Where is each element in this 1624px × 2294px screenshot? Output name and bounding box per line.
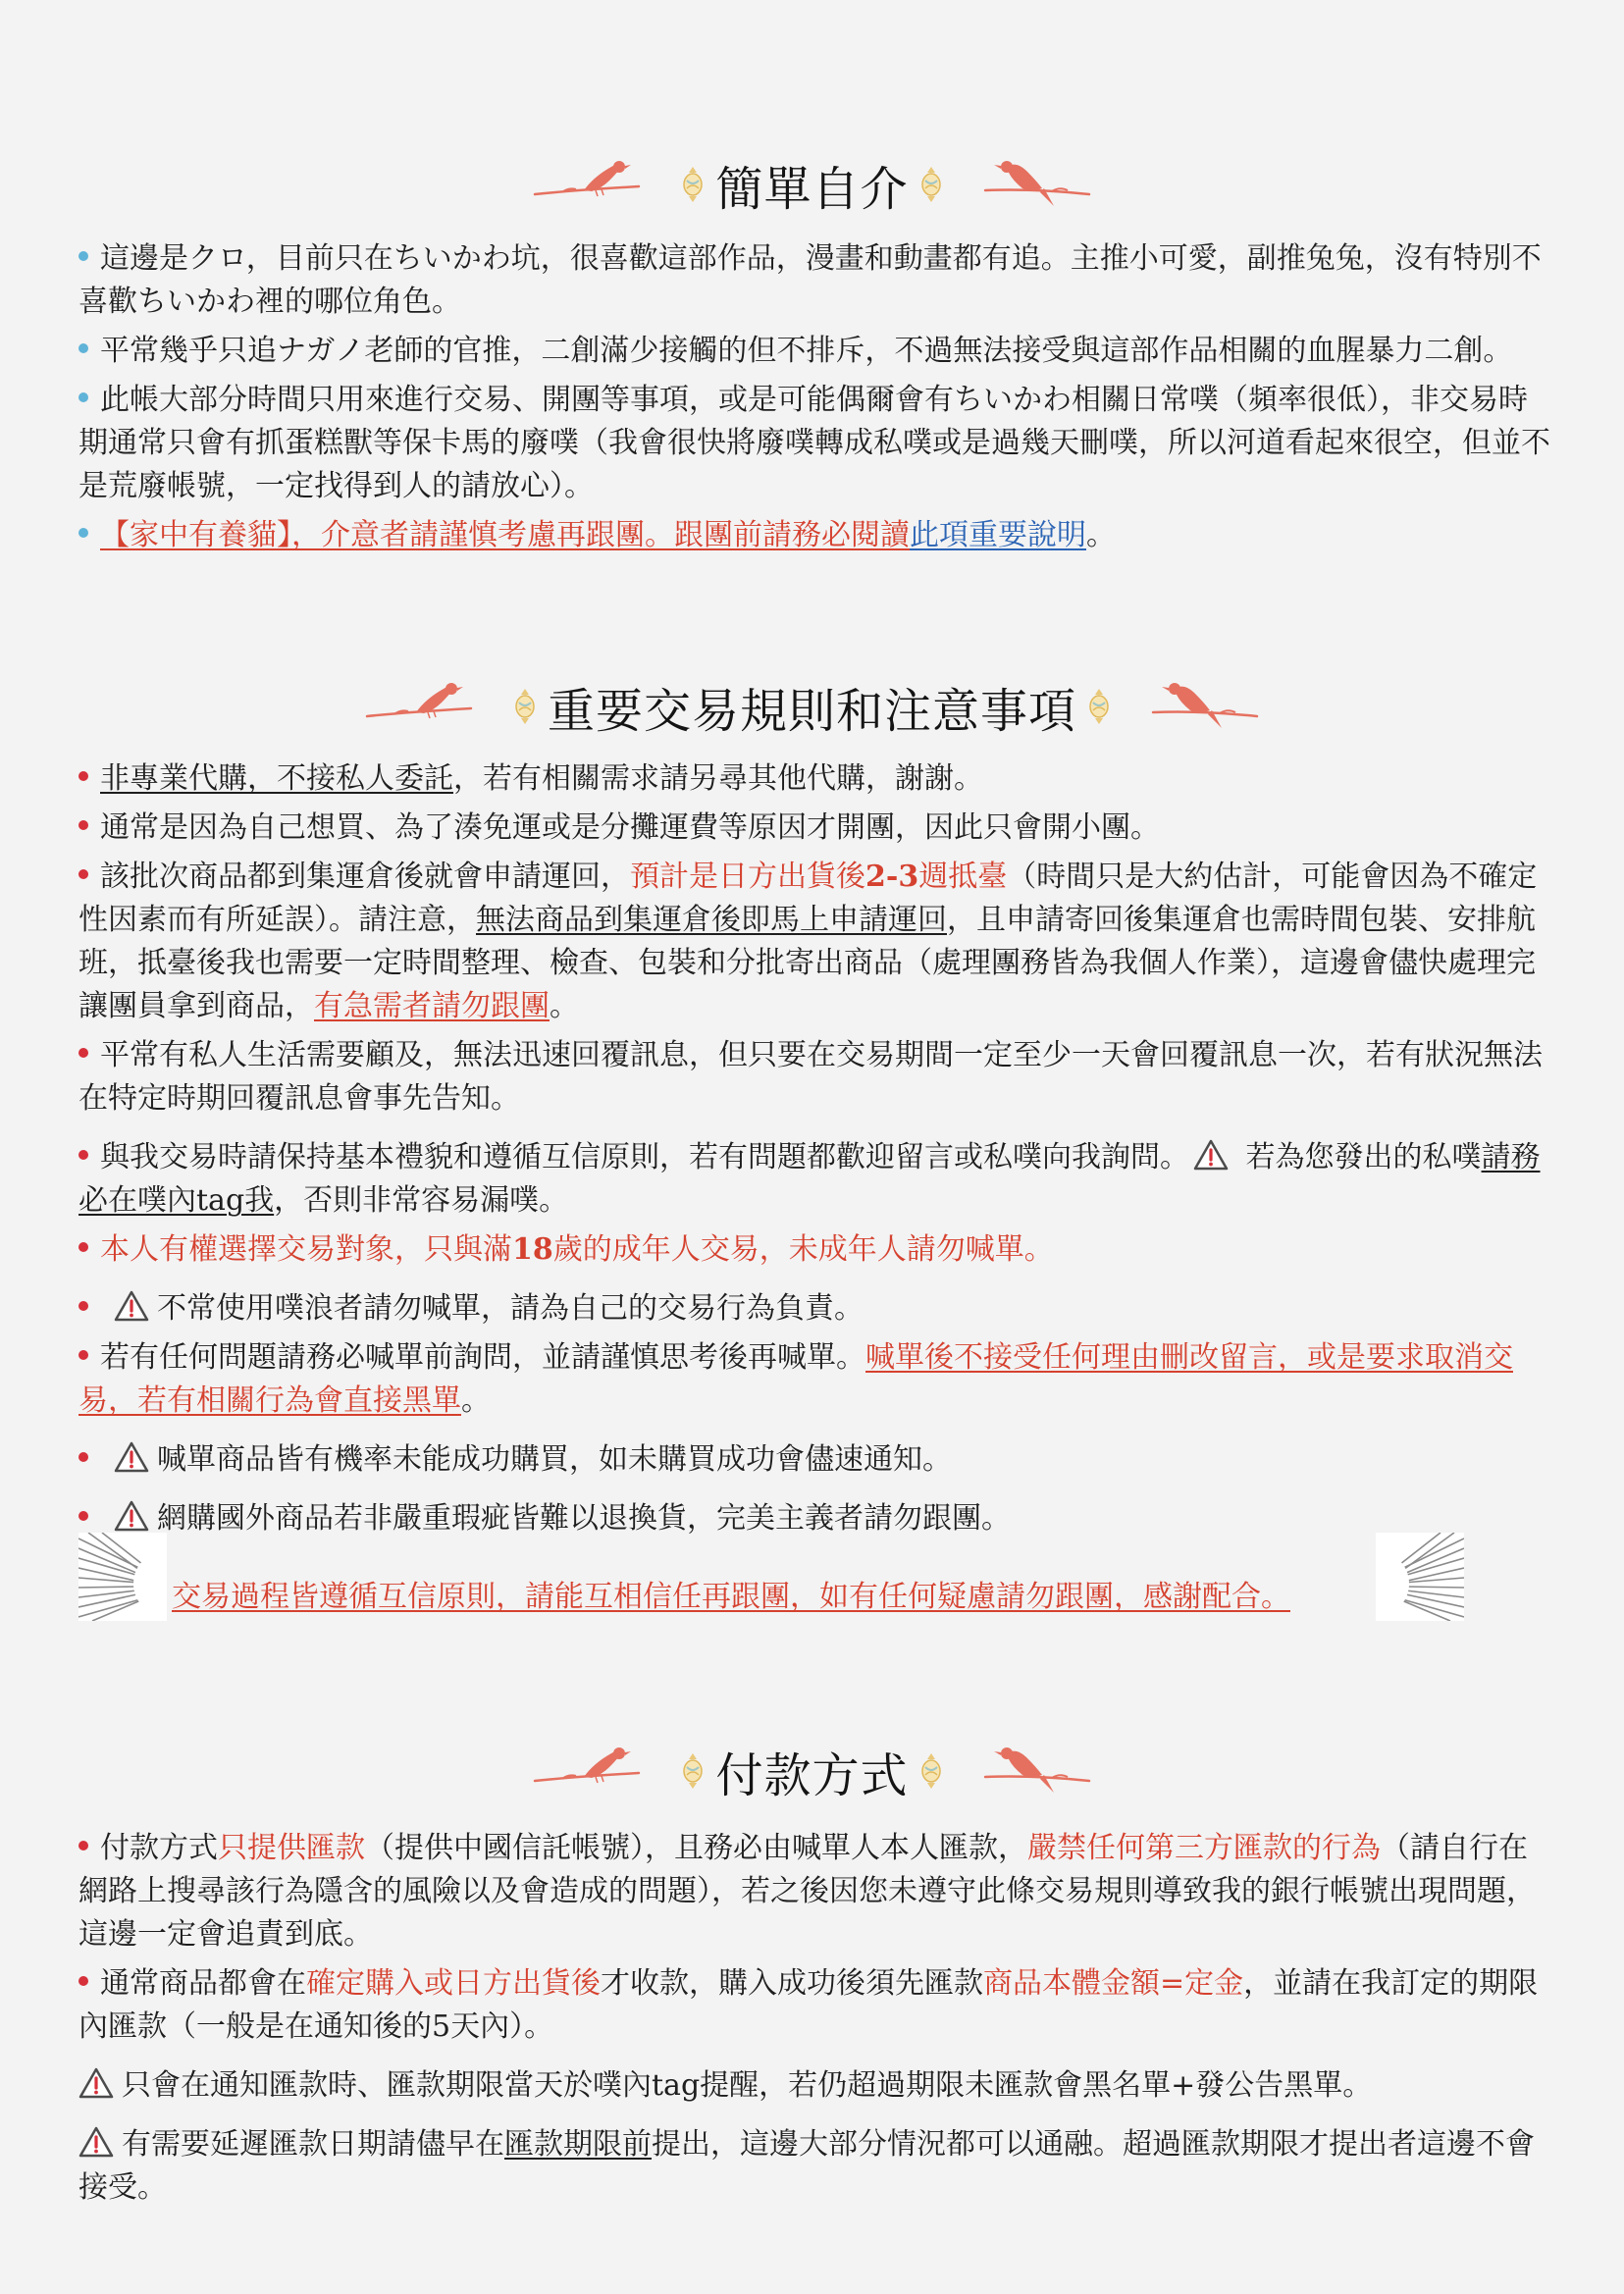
candy-icon [918, 165, 944, 204]
bird-on-branch-icon [983, 1742, 1091, 1800]
bullet-icon [79, 1301, 88, 1311]
candy-icon [918, 1751, 944, 1791]
section-heading: 重要交易規則和注意事項 [547, 683, 1076, 739]
candy-icon [512, 687, 538, 726]
list-item: 平常幾乎只追ナガノ老師的官推，二創滿少接觸的但不排斥，不過無法接受與這部作品相關的血腥暴力二創。 [79, 330, 1550, 373]
bullet-icon [79, 820, 88, 830]
bullet-icon [79, 1452, 88, 1462]
candy-icon [1086, 687, 1112, 726]
list-item: 喊單商品皆有機率未能成功購買，如未購買成功會儘速通知。 [79, 1438, 1550, 1482]
rules-list [79, 757, 1550, 1540]
bullet-icon [79, 528, 88, 538]
list-item: 【家中有養貓】，介意者請謹慎考慮再跟團。跟團前請務必閱讀此項重要說明。 [79, 514, 1550, 557]
warning-triangle-icon [79, 2126, 114, 2158]
bullet-icon [79, 343, 88, 353]
bullet-icon [79, 1350, 88, 1360]
intro-list [79, 237, 1550, 557]
bullet-icon [79, 251, 88, 261]
warning-triangle-icon [114, 1290, 149, 1322]
payment-list [79, 1827, 1550, 2210]
list-item: 網購國外商品若非嚴重瑕疵皆難以退換貨，完美主義者請勿跟團。 [79, 1497, 1550, 1540]
list-item: 本人有權選擇交易對象，只與滿18歲的成年人交易，未成年人請勿喊單。 [79, 1228, 1550, 1272]
bullet-icon [79, 869, 88, 879]
bullet-icon [79, 1976, 88, 1986]
bullet-icon [79, 392, 88, 402]
candy-icon [680, 1751, 706, 1791]
list-item: 這邊是クロ，目前只在ちいかわ坑，很喜歡這部作品，漫畫和動畫都有追。主推小可愛，副推兔兔，沒有特別不喜歡ちいかわ裡的哪位角色。 [79, 241, 1542, 319]
list-item: 該批次商品都到集運倉後就會申請運回，預計是日方出貨後2-3週抵臺（時間只是大約估計，可能會因為不確定性因素而有所延誤）。請注意，無法商品到集運倉後即馬上申請運回，且申請寄回後集運倉也需時間包裝、安排航班，抵臺後我也需要一定時間整理、檢查、包裝和分批寄出商品（處理團務皆為我個人作業），這邊會儘快處理完讓團員拿到商品，有急需者請勿跟團。 [79, 860, 1538, 1023]
section-title-rules [0, 667, 1624, 746]
list-item: 非專業代購，不接私人委託，若有相關需求請另尋其他代購，謝謝。 [79, 757, 1550, 801]
trust-notice [79, 1533, 1462, 1621]
speed-lines-icon [79, 1533, 167, 1621]
bird-on-branch-icon [983, 155, 1091, 214]
list-item: 與我交易時請保持基本禮貌和遵循互信原則，若有問題都歡迎留言或私噗向我詢問。 若為您發出的私噗請務必在噗內tag我，否則非常容易漏噗。 [79, 1140, 1541, 1218]
list-item: 平常有私人生活需要顧及，無法迅速回覆訊息，但只要在交易期間一定至少一天會回覆訊息一次，若有狀況無法在特定時期回覆訊息會事先告知。 [79, 1038, 1543, 1116]
section-heading: 簡單自介 [715, 161, 909, 217]
bullet-icon [79, 1150, 88, 1160]
list-item: 不常使用噗浪者請勿喊單，請為自己的交易行為負責。 [79, 1287, 1550, 1330]
bird-on-branch-icon [365, 677, 473, 736]
list-item: 付款方式只提供匯款（提供中國信託帳號），且務必由喊單人本人匯款，嚴禁任何第三方匯款的行為（請自行在網路上搜尋該行為隱含的風險以及會造成的問題），若之後因您未遵守此條交易規則導致我的銀行帳號出現問題，這邊一定會追責到底。 [79, 1831, 1536, 1952]
bullet-icon [79, 771, 88, 781]
candy-icon [680, 165, 706, 204]
section-title-payment [0, 1732, 1624, 1810]
bird-on-branch-icon [1151, 677, 1259, 736]
section-title-intro [0, 145, 1624, 224]
bullet-icon [79, 1841, 88, 1851]
bird-on-branch-icon [533, 1742, 641, 1800]
list-item: 通常是因為自己想買、為了湊免運或是分攤運費等原因才開團，因此只會開小團。 [79, 807, 1550, 850]
list-item: 只會在通知匯款時、匯款期限當天於噗內tag提醒，若仍超過期限未匯款會黑名單+發公告黑單。 [79, 2064, 1550, 2108]
bullet-icon [79, 1048, 88, 1058]
warning-triangle-icon [79, 2067, 114, 2099]
warning-triangle-icon [114, 1500, 149, 1532]
notice-text: 交易過程皆遵循互信原則，請能互相信任再跟團，如有任何疑慮請勿跟團，感謝配合。 [172, 1580, 1290, 1614]
speed-lines-icon [1376, 1533, 1464, 1621]
bullet-icon [79, 1242, 88, 1252]
list-item: 通常商品都會在確定購入或日方出貨後才收款，購入成功後須先匯款商品本體金額=定金，並請在我訂定的期限內匯款（一般是在通知後的5天內）。 [79, 1966, 1539, 2044]
cat-warning-text: 【家中有養貓】，介意者請謹慎考慮再跟團。跟團前請務必閱讀 [100, 518, 910, 552]
important-notice-link[interactable]: 此項重要說明 [910, 518, 1086, 552]
warning-triangle-icon [1193, 1139, 1229, 1171]
section-heading: 付款方式 [715, 1747, 909, 1803]
list-item: 若有任何問題請務必喊單前詢問，並請謹慎思考後再喊單。喊單後不接受任何理由刪改留言，或是要求取消交易，若有相關行為會直接黑單。 [79, 1340, 1513, 1418]
list-item: 有需要延遲匯款日期請儘早在匯款期限前提出，這邊大部分情況都可以通融。超過匯款期限才提出者這邊不會接受。 [79, 2127, 1535, 2205]
warning-triangle-icon [114, 1441, 149, 1473]
bullet-icon [79, 1511, 88, 1521]
bird-on-branch-icon [533, 155, 641, 214]
list-item: 此帳大部分時間只用來進行交易、開團等事項，或是可能偶爾會有ちいかわ相關日常噗（頻率很低），非交易時期通常只會有抓蛋糕獸等保卡馬的廢噗（我會很快將廢噗轉成私噗或是過幾天刪噗，所以河道看起來很空，但並不是荒廢帳號，一定找得到人的請放心）。 [79, 383, 1550, 503]
